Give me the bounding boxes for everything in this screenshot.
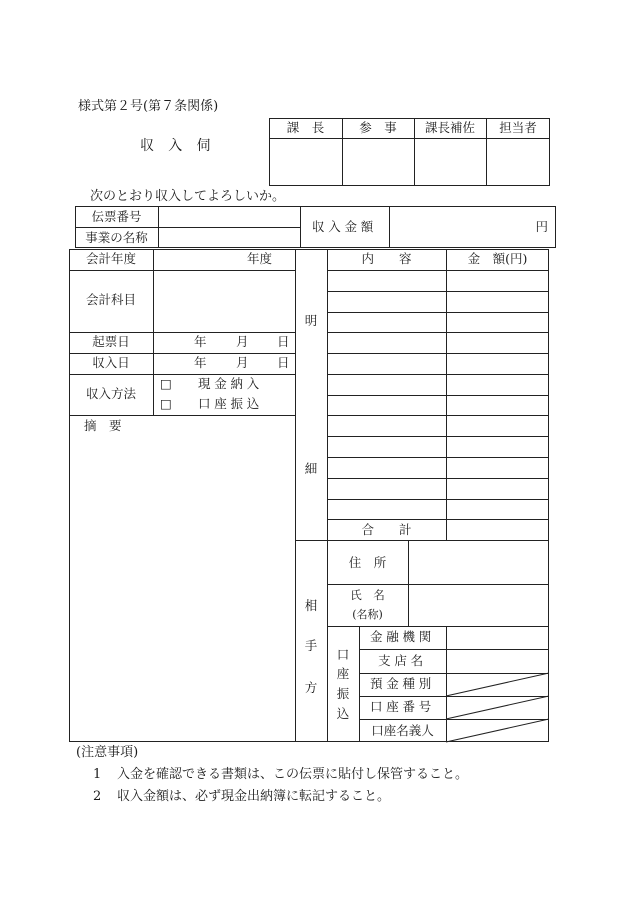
approval-header-tanto: 担当者 [499, 120, 537, 135]
name-label: 氏 名 [350, 588, 385, 602]
transfer-option-label: 口座振込 [198, 396, 264, 411]
counterparty-side-char-2: 手 [304, 638, 318, 653]
deposit-type-label: 預金種別 [369, 676, 435, 691]
address-field[interactable] [409, 541, 548, 583]
counterparty-side-char-1: 相 [304, 598, 318, 613]
detail-col-content: 内 容 [361, 251, 412, 266]
account-field[interactable] [154, 271, 294, 331]
draft-date-year: 年 [194, 334, 207, 349]
draft-date-label: 起票日 [92, 334, 130, 349]
jigyo-name-label: 事業の名称 [85, 230, 148, 245]
approval-header-kacho: 課 長 [286, 120, 325, 135]
address-label: 住 所 [348, 555, 387, 570]
cash-checkbox[interactable]: □ [160, 376, 172, 391]
approval-header-sanji: 参 事 [359, 120, 397, 135]
cash-option-label: 現金納入 [198, 376, 264, 391]
counterparty-side-char-3: 方 [304, 680, 318, 695]
denpyo-number-label: 伝票番号 [91, 209, 142, 224]
draft-date-month: 月 [236, 334, 249, 349]
notes-title: (注意事項) [76, 745, 139, 760]
receipt-date-year: 年 [194, 355, 207, 370]
detail-total-label: 合 計 [361, 522, 412, 537]
note-2-text: 収入金額は、必ず現金出納簿に転記すること。 [117, 789, 391, 804]
form-number: 様式第２号(第７条関係) [78, 99, 219, 114]
account-holder-label: 口座名義人 [371, 723, 434, 738]
detail-side-label-bottom: 細 [304, 461, 318, 476]
fiscal-year-unit: 年度 [247, 251, 273, 266]
name-sub-label: (名称) [352, 608, 383, 621]
denpyo-number-field[interactable] [159, 207, 299, 226]
amount-label: 収入金額 [311, 219, 377, 234]
transfer-checkbox[interactable]: □ [160, 396, 172, 411]
jigyo-name-field[interactable] [159, 228, 299, 247]
note-1-text: 入金を確認できる書類は、この伝票に貼付し保管すること。 [117, 767, 469, 782]
fiscal-year-label: 会計年度 [85, 251, 136, 266]
transfer-char-4: 込 [336, 706, 350, 721]
bank-name-label: 金融機関 [369, 629, 435, 644]
stamp-cell-kacho[interactable] [270, 139, 342, 185]
detail-col-amount: 金 額(円) [467, 251, 528, 266]
approval-header-kachohosa: 課長補佐 [424, 120, 475, 135]
draft-date-day: 日 [277, 334, 290, 349]
branch-name-label: 支店名 [378, 653, 427, 668]
stamp-cell-kachohosa[interactable] [415, 139, 486, 185]
detail-total-field[interactable] [447, 520, 548, 539]
stamp-cell-tanto[interactable] [487, 139, 549, 185]
note-2-number: 2 [93, 789, 102, 804]
account-number-label: 口座番号 [369, 699, 435, 714]
form-title: 収 入 伺 [140, 138, 216, 154]
fiscal-year-field[interactable] [154, 250, 244, 269]
transfer-char-1: 口 [336, 647, 350, 662]
branch-name-field[interactable] [447, 650, 548, 672]
account-label: 会計科目 [85, 292, 136, 307]
summary-label: 摘 要 [84, 418, 122, 433]
name-field[interactable] [409, 585, 548, 625]
receipt-date-day: 日 [277, 355, 290, 370]
method-label: 収入方法 [85, 386, 136, 401]
stamp-cell-sanji[interactable] [343, 139, 414, 185]
amount-unit: 円 [535, 219, 548, 234]
transfer-char-3: 振 [336, 686, 350, 701]
note-1-number: 1 [93, 767, 102, 782]
strikethrough-diagonals [446, 673, 549, 742]
detail-rows-area[interactable] [328, 271, 548, 519]
instruction-text: 次のとおり収入してよろしいか。 [90, 189, 286, 204]
summary-field[interactable] [70, 436, 294, 741]
transfer-char-2: 座 [336, 666, 350, 681]
detail-side-label-top: 明 [304, 313, 318, 328]
receipt-date-month: 月 [236, 355, 249, 370]
bank-name-field[interactable] [447, 627, 548, 648]
receipt-date-label: 収入日 [92, 355, 130, 370]
amount-field[interactable] [390, 207, 500, 247]
